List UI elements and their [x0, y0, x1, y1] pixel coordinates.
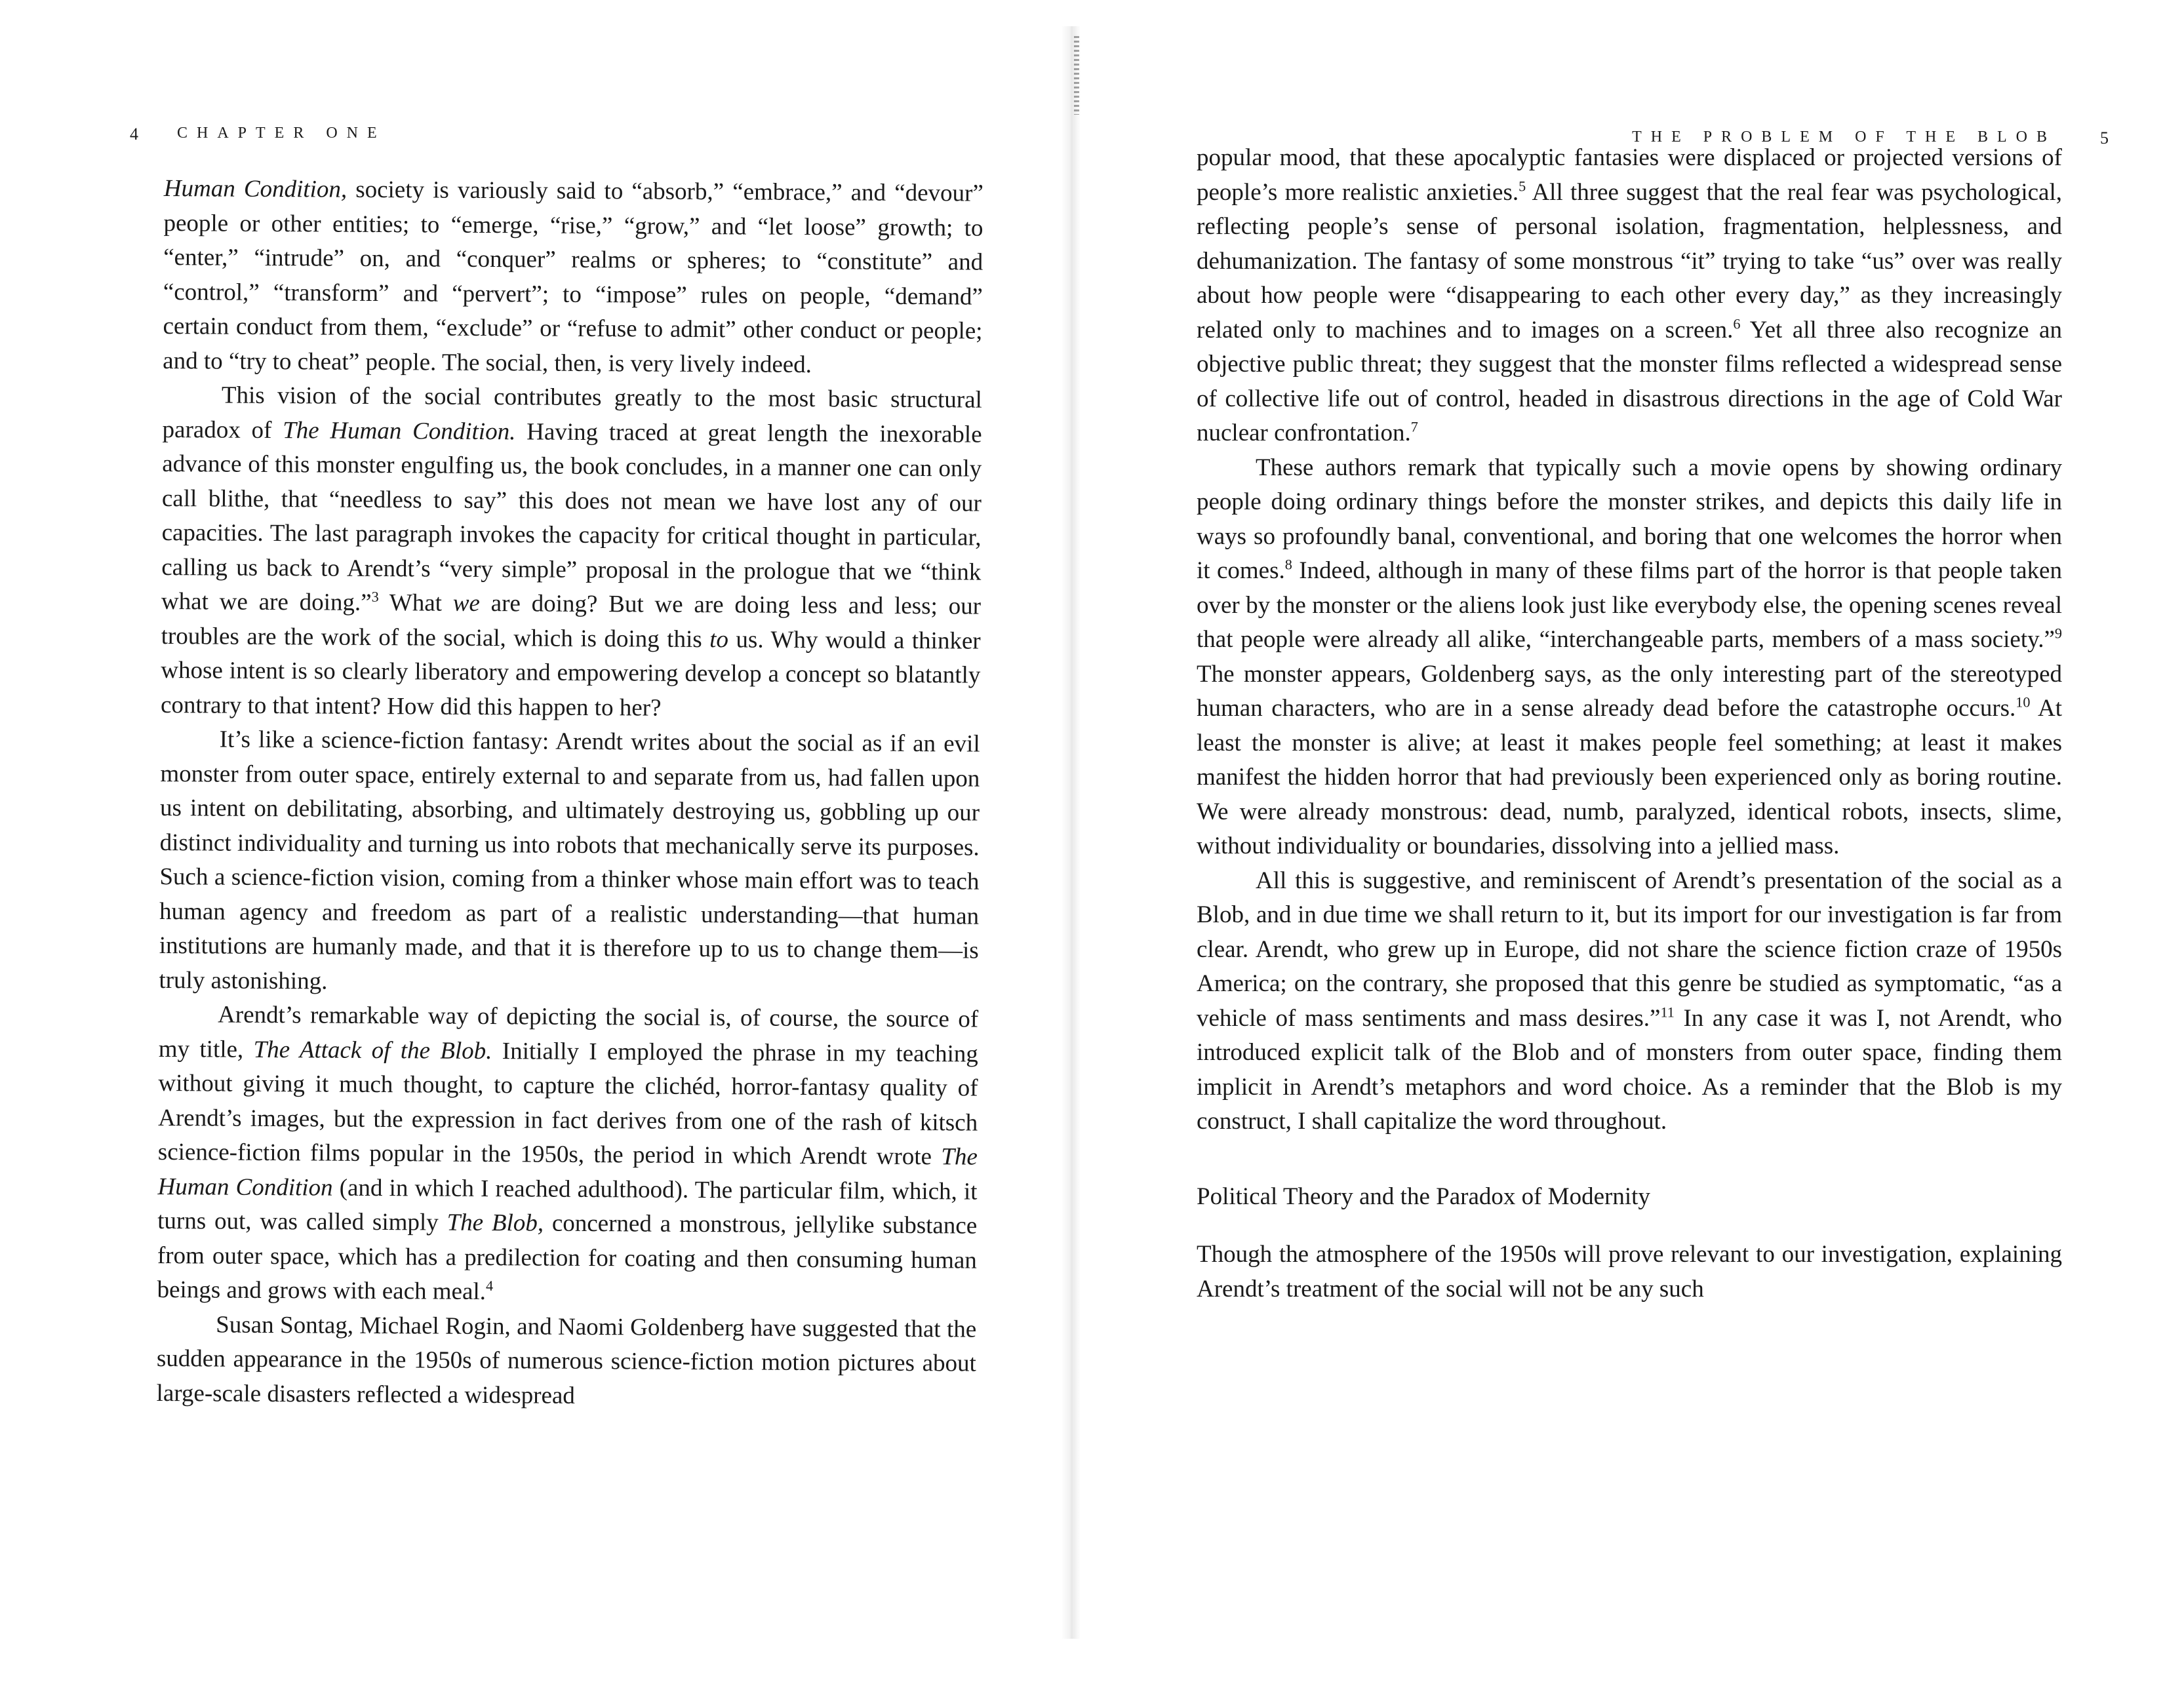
text-run: These authors remark that typically such a movie opens by showing ordinary people doing ordinary things before the monster strikes, and depicts this daily life in ways so profoundly banal, conventional, and boring that one welcomes the horror when it comes.	[1197, 454, 2062, 584]
text-run: Having traced at great length the inexorable advance of this monster engulfing us, the book concludes, in a manner one can only call blithe, that “needless to say” this does not mean we have lost any of our capacities. The last paragraph invokes the capacity for critical thought in particular, calling us back to Arendt’s “very simple” proposal in the prologue that we “think what we are doing.”	[161, 418, 982, 616]
text-run: are doing? But we are doing less and less; our troubles are the work of the social, which is doing this	[161, 589, 982, 653]
paragraph	[1197, 1238, 2062, 1306]
text-run: All this is suggestive, and reminiscent of Arendt’s presentation of the social as a Blob, and in due time we shall return to it, but its import for our investigation is far from clear. Arendt, who grew up in Europe, did not share the science fiction craze of 1950s America; on the contrary, she proposed that this genre be studied as symptomatic, “as a vehicle of mass sentiments and mass desires.”	[1197, 867, 2062, 1032]
italic-text: The Blob,	[447, 1209, 544, 1237]
text-run: What	[378, 589, 453, 617]
left-page	[0, 0, 1088, 1684]
paragraph	[1197, 864, 2062, 1139]
text-run: us. Why would a thinker whose intent is so clearly liberatory and empowering develop a concept so blatantly contrary to that intent? How did this happen to her?	[160, 625, 981, 722]
left-page-body	[156, 172, 983, 1416]
italic-text: The Human Condition	[157, 1143, 978, 1202]
text-run: In any case it was I, not Arendt, who introduced explicit talk of the Blob and of monsters from outer space, finding them implicit in Arendt’s metaphors and word choice. As a reminder that the Blob is my construct, I shall capitalize the word throughout.	[1197, 1004, 2062, 1135]
text-run: Susan Sontag, Michael Rogin, and Naomi Goldenberg have suggested that the sudden appearance in the 1950s of numerous science-fiction motion pictures about large-scale disasters reflected a widespread	[156, 1311, 977, 1409]
paragraph	[1197, 141, 2062, 451]
paragraph	[159, 722, 980, 1003]
text-run: society is variously said to “absorb,” “embrace,” and “devour” people or other entities; to “emerge, “rise,” “grow,” and “let loose” growth; to “enter,” “intrude” on, and “conquer” realms or spheres; to “constitute” and “control,” “transform” and “pervert”; to “impose” rules on people, “demand” certain conduct from them, “exclude” or “refuse to admit” other conduct or people; and to “try to cheat” people. The social, then, is very lively indeed.	[163, 176, 983, 378]
paragraph	[161, 378, 982, 728]
text-run: It’s like a science-fiction fantasy: Arendt writes about the social as if an evil monster from outer space, entirely external to and separate from us, had fallen upon us intent on debilitating, absorbing, and ultimately destroying us, gobbling up our distinct individuality and turning us into robots that mechanically serve its purposes. Such a science-fiction vision, coming from a thinker whose main effort was to teach human agency and freedom as part of a realistic understanding—that human institutions are humanly made, and that it is therefore up to us to change them—is truly astonishing.	[159, 726, 980, 995]
text-run: Initially I employed the phrase in my teaching without giving it much thought, to capture the clichéd, horror-fantasy quality of Arendt’s images, but the expression in fact derives from one of the rash of kitsch science-fiction films popular in the 1950s, the period in which Arendt wrote	[157, 1037, 978, 1171]
text-run: (and in which I reached adulthood). The particular film, which, it turns out, was called simply	[157, 1174, 978, 1236]
text-run: Yet all three also recognize an objective public threat; they suggest that the monster films reflected a widespread sense of collective life out of control, headed in disastrous directions in the age of Cold War nuclear confrontation.	[1197, 316, 2062, 446]
footnote-ref: 7	[1410, 418, 1418, 435]
right-page	[1088, 0, 2184, 1684]
text-run: Indeed, although in many of these films part of the horror is that people taken over by the monster or the aliens look just like everybody else, the opening scenes reveal that people were already all alike, “interchangeable parts, members of a mass society.”	[1197, 557, 2062, 653]
running-head-right: THE PROBLEM OF THE BLOB	[1632, 128, 2056, 146]
footnote-ref: 9	[2054, 625, 2062, 642]
right-page-after-heading	[1197, 1238, 2062, 1306]
text-run: Arendt’s remarkable way of depicting the social is, of course, the source of my title,	[158, 1001, 979, 1063]
footnote-ref: 5	[1519, 178, 1526, 195]
italic-text: to	[709, 625, 729, 653]
page-number-right: 5	[2100, 128, 2109, 147]
italic-text: The Human Condition.	[283, 416, 516, 445]
text-run: All three suggest that the real fear was psychological, reflecting people’s sense of personal isolation, fragmentation, helplessness, and dehumanization. The fantasy of some monstrous “it” trying to take “us” over was really about how people were “disappearing to each other every day,” as they increasingly related only to machines and to images on a screen.	[1197, 178, 2062, 343]
italic-text: The Attack of the Blob.	[253, 1036, 492, 1065]
paragraph	[156, 1307, 976, 1415]
text-run: At least the monster is alive; at least it makes people feel something; at least it makes manifest the hidden horror that had previously been experienced only as boring routine. We were already monstrous: dead, numb, paralyzed, identical robots, insects, slime, without individuality or boundaries, dissolving into a jellied mass.	[1197, 695, 2062, 859]
text-run: popular mood, that these apocalyptic fantasies were displaced or projected versions of people’s more realistic anxieties.	[1197, 144, 2062, 206]
footnote-ref: 3	[371, 588, 379, 605]
text-run: This vision of the social contributes greatly to the most basic structural paradox of	[162, 382, 983, 444]
text-run: concerned a monstrous, jellylike substance from outer space, which has a predilection for coating and then consuming human beings and grows with each meal.	[157, 1209, 978, 1306]
paragraph	[1197, 451, 2062, 864]
page-number-left: 4	[130, 125, 138, 144]
footnote-ref: 8	[1284, 556, 1292, 573]
italic-text: Human Condition,	[163, 174, 347, 203]
footnote-ref: 4	[485, 1277, 494, 1294]
paragraph	[163, 172, 983, 383]
right-page-body	[1197, 141, 2062, 1306]
paragraph	[157, 998, 978, 1312]
text-run: Though the atmosphere of the 1950s will prove relevant to our investigation, explaining Arendt’s treatment of the social will not be any such	[1197, 1241, 2062, 1302]
text-run: The monster appears, Goldenberg says, as the only interesting part of the stereotyped human characters, who are in a sense already dead before the catastrophe occurs.	[1197, 660, 2062, 722]
section-heading: Political Theory and the Paradox of Modernity	[1197, 1183, 1650, 1210]
footnote-ref: 10	[2015, 694, 2031, 711]
italic-text: we	[452, 589, 481, 617]
footnote-ref: 11	[1660, 1004, 1675, 1021]
right-page-paragraphs	[1197, 141, 2062, 1139]
footnote-ref: 6	[1733, 315, 1741, 332]
running-head-left: CHAPTER ONE	[177, 125, 386, 142]
